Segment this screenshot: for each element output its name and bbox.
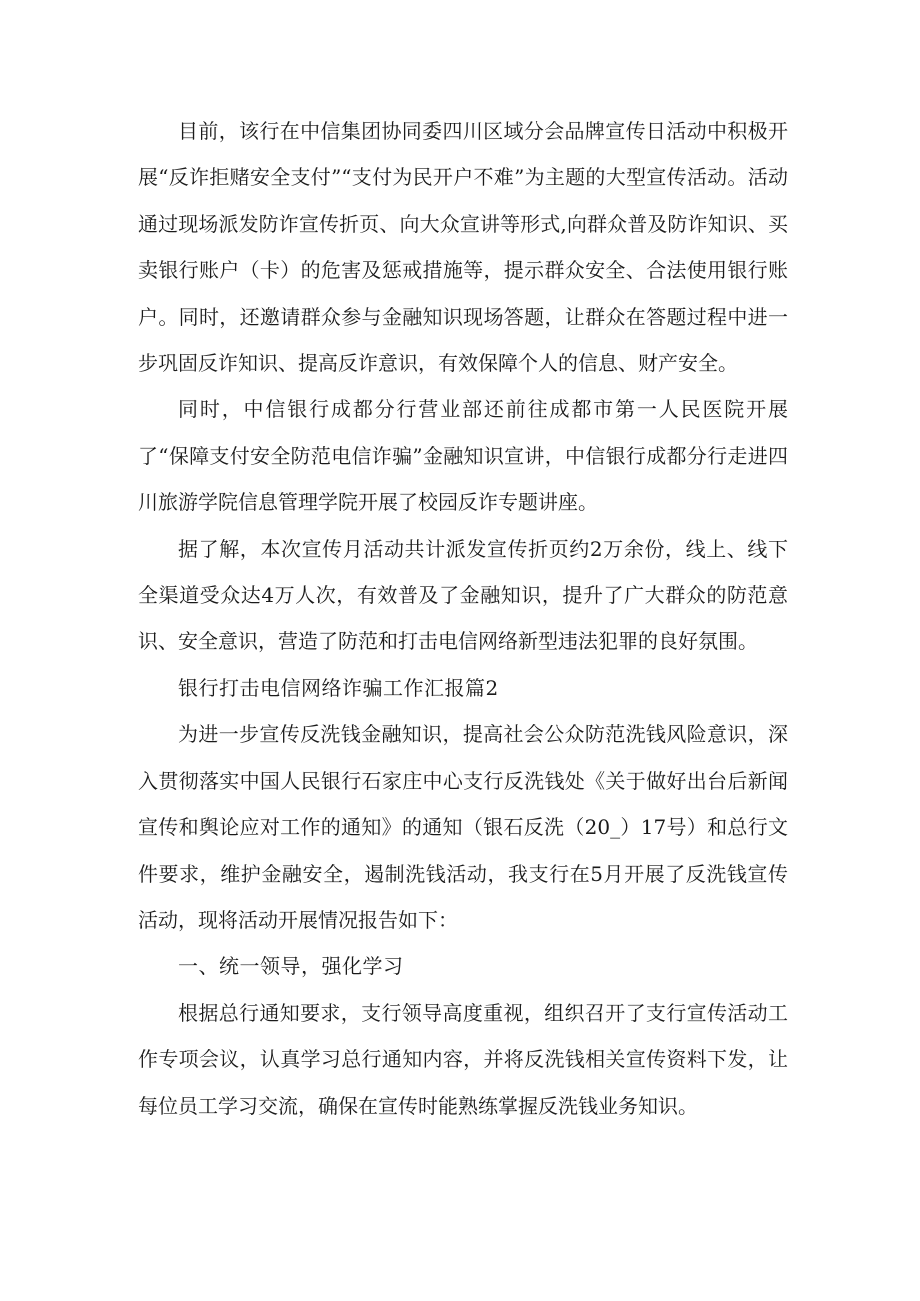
section-title-report-2: 银行打击电信网络诈骗工作汇报篇2 — [178, 675, 499, 700]
document-body — [138, 108, 788, 1129]
paragraph-campaign-results: 据了解，本次宣传月活动共计派发宣传折页约2万余份，线上、线下全渠道受众达4万人次，有效普及了金融知识，提升了广大群众的防范意识、安全意识，营造了防范和打击电信网络新型违法犯罪的良好氛围。 — [138, 536, 788, 654]
paragraph-aml-intro: 为进一步宣传反洗钱金融知识，提高社会公众防范洗钱风险意识，深入贯彻落实中国人民银行石家庄中心支行反洗钱处《关于做好出台后新闻宣传和舆论应对工作的通知》的通知（银石反洗（20_）17号）和总行文件要求，维护金融安全，遏制洗钱活动，我支行在5月开展了反洗钱宣传活动，现将活动开展情况报告如下： — [138, 722, 788, 932]
paragraph-chengdu-branch: 同时，中信银行成都分行营业部还前往成都市第一人民医院开展了“保障支付安全防范电信诈骗”金融知识宣讲，中信银行成都分行走进四川旅游学院信息管理学院开展了校园反诈专题讲座。 — [138, 397, 788, 515]
paragraph-activity-intro: 目前，该行在中信集团协同委四川区域分会品牌宣传日活动中积极开展“反诈拒赌安全支付”“支付为民开户不难”为主题的大型宣传活动。活动通过现场派发防诈宣传折页、向大众宣讲等形式,向群众普及防诈知识、买卖银行账户（卡）的危害及惩戒措施等，提示群众安全、合法使用银行账户。同时，还邀请群众参与金融知识现场答题，让群众在答题过程中进一步巩固反诈知识、提高反诈意识，有效保障个人的信息、财产安全。 — [138, 119, 788, 376]
paragraph-leadership-details: 根据总行通知要求，支行领导高度重视，组织召开了支行宣传活动工作专项会议，认真学习总行通知内容，并将反洗钱相关宣传资料下发，让每位员工学习交流，确保在宣传时能熟练掌握反洗钱业务知识。 — [138, 1000, 788, 1118]
section-heading-leadership: 一、统一领导，强化学习 — [178, 954, 404, 979]
